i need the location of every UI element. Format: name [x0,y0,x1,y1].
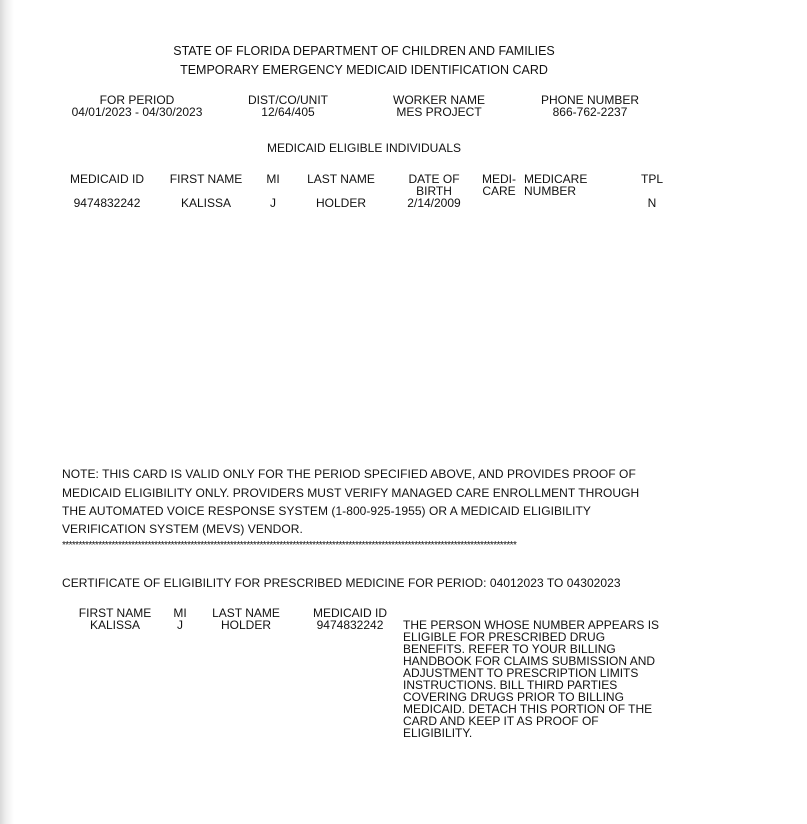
cert-row-last-name: HOLDER [220,618,272,632]
statement-line: CARD AND KEEP IT AS PROOF OF [403,714,599,728]
dist-value: 12/64/405 [261,105,315,119]
col-tpl: TPL [640,172,664,186]
cert-row-first-name: KALISSA [89,618,141,632]
cert-row-medicaid-id: 9474832242 [316,618,384,632]
row-last-name: HOLDER [315,196,367,210]
period-value: 04/01/2023 - 04/30/2023 [71,105,203,119]
period-label: FOR PERIOD [99,93,175,107]
statement-line: COVERING DRUGS PRIOR TO BILLING [403,690,624,704]
page-edge-shadow [0,0,14,824]
row-mi: J [270,196,276,210]
eligible-heading: MEDICAID ELIGIBLE INDIVIDUALS [266,141,462,155]
worker-label: WORKER NAME [392,93,486,107]
cert-col-first-name: FIRST NAME [78,606,152,620]
row-medicaid-id: 9474832242 [73,196,141,210]
dist-label: DIST/CO/UNIT [248,93,328,107]
phone-label: PHONE NUMBER [540,93,640,107]
col-medicare-number-line2: NUMBER [524,184,577,198]
col-first-name: FIRST NAME [169,172,243,186]
worker-value: MES PROJECT [396,105,482,119]
note-line-2: MEDICAID ELIGIBILITY ONLY. PROVIDERS MUST VERIFY MANAGED CARE ENROLLMENT THROUGH [62,486,640,500]
certificate-title: CERTIFICATE OF ELIGIBILITY FOR PRESCRIBED MEDICINE FOR PERIOD: 04012023 TO 04302023 [62,576,621,590]
statement-line: INSTRUCTIONS. BILL THIRD PARTIES [403,678,618,692]
statement-line: HANDBOOK FOR CLAIMS SUBMISSION AND [403,654,656,668]
cert-col-medicaid-id: MEDICAID ID [312,606,388,620]
note-line-4: VERIFICATION SYSTEM (MEVS) VENDOR. [62,522,303,536]
note-line-3: THE AUTOMATED VOICE RESPONSE SYSTEM (1-800-925-1955) OR A MEDICAID ELIGIBILITY [62,504,591,518]
statement-line: ADJUSTMENT TO PRESCRIPTION LIMITS [403,666,639,680]
prescription-eligibility-statement [403,619,673,739]
col-last-name: LAST NAME [307,172,375,186]
phone-value: 866-762-2237 [552,105,628,119]
asterisk-separator: ****************************************************************************************************************************************** [62,541,517,551]
col-medicare-line2: CARE [482,184,516,198]
statement-line: BENEFITS. REFER TO YOUR BILLING [403,642,616,656]
statement-line: ELIGIBLE FOR PRESCRIBED DRUG [403,630,606,644]
row-tpl: N [647,196,657,210]
col-mi: MI [266,172,280,186]
note-line-1: NOTE: THIS CARD IS VALID ONLY FOR THE PERIOD SPECIFIED ABOVE, AND PROVIDES PROOF OF [62,467,636,481]
col-medicare-line1: MEDI- [482,172,516,186]
col-medicaid-id: MEDICAID ID [69,172,145,186]
cert-col-last-name: LAST NAME [212,606,280,620]
col-dob-line1: DATE OF [408,172,460,186]
row-first-name: KALISSA [180,196,232,210]
cert-row-mi: J [177,618,183,632]
agency-title: STATE OF FLORIDA DEPARTMENT OF CHILDREN AND FAMILIES [173,44,555,58]
statement-line: THE PERSON WHOSE NUMBER APPEARS IS [403,618,660,632]
statement-line: MEDICAID. DETACH THIS PORTION OF THE [403,702,653,716]
card-title: TEMPORARY EMERGENCY MEDICAID IDENTIFICATION CARD [180,63,548,77]
statement-line: ELIGIBILITY. [403,726,473,740]
col-medicare-number-line1: MEDICARE [524,172,588,186]
cert-col-mi: MI [173,606,187,620]
row-dob: 2/14/2009 [407,196,461,210]
col-dob-line2: BIRTH [416,184,452,198]
